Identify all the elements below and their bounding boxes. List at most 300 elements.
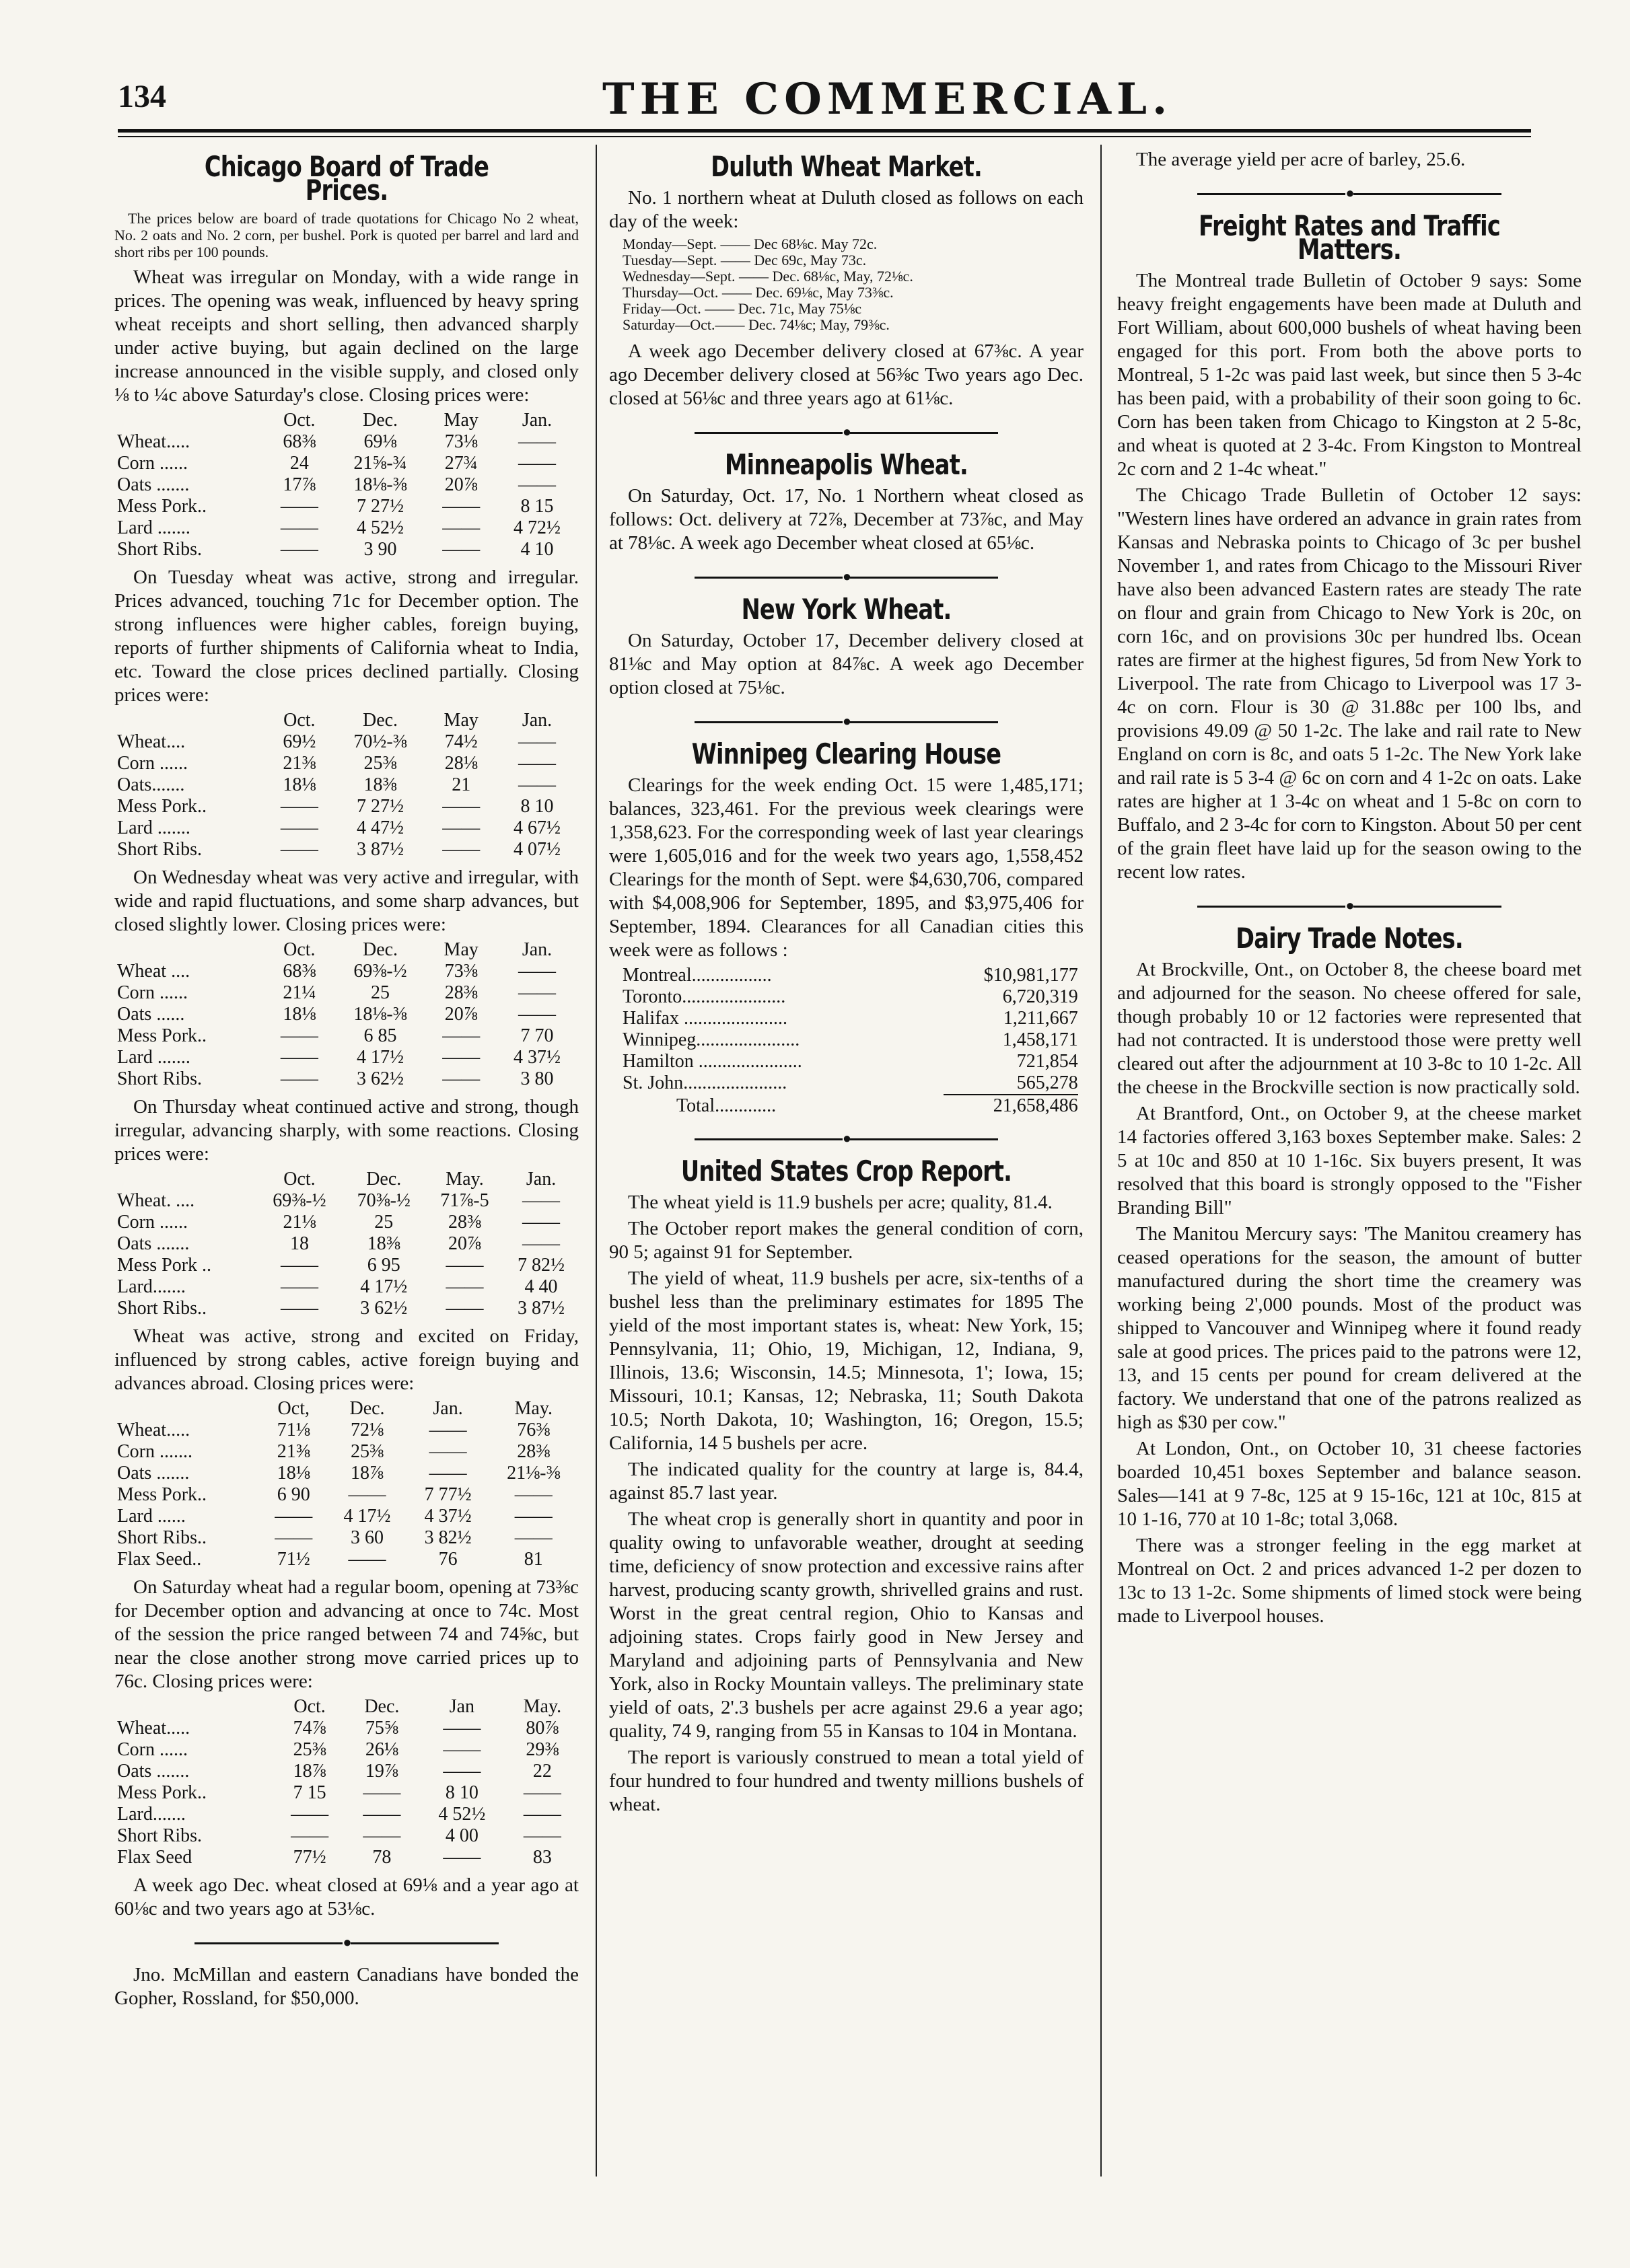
price-cell: 28⅜ bbox=[517, 1441, 551, 1462]
price-cell: 4 37½ bbox=[424, 1506, 472, 1527]
price-cell: 22 bbox=[532, 1761, 552, 1782]
price-cell: 21⅜ bbox=[277, 1441, 310, 1462]
price-cell: 7 27½ bbox=[357, 796, 404, 817]
price-cell: —— bbox=[348, 1484, 386, 1505]
saturday-price-table bbox=[114, 1696, 579, 1868]
price-cell: —— bbox=[348, 1549, 386, 1570]
price-cell: —— bbox=[443, 1847, 481, 1868]
price-cell: 3 62½ bbox=[357, 1068, 404, 1089]
price-cell: 6 95 bbox=[367, 1255, 400, 1276]
table-row bbox=[114, 496, 579, 517]
price-cell: 28⅛ bbox=[444, 753, 478, 774]
column-2 bbox=[609, 148, 1084, 1819]
price-cell: —— bbox=[443, 1718, 481, 1739]
paragraph: The October report makes the general condition of corn, 90 5; against 91 for September. bbox=[609, 1218, 1084, 1263]
price-cell: 73⅜ bbox=[444, 961, 478, 982]
paragraph: At London, Ont., on October 10, 31 cheese factories boarded 10,451 boxes September and balance season. Sales—141 at 9 7-8c, 125 at 9 15-16c, 121 at 10c, 815 at 10 1-16, 770 at 10 1-8c; total 3,068. bbox=[1117, 1438, 1582, 1530]
column-header bbox=[114, 710, 265, 731]
price-cell: —— bbox=[443, 1739, 481, 1760]
price-cell: 70⅜-½ bbox=[357, 1190, 411, 1211]
clearing-amount: $10,981,177 bbox=[983, 965, 1078, 986]
commodity-label: Wheat .... bbox=[117, 961, 190, 982]
price-table-header bbox=[114, 939, 579, 961]
list-item: Friday—Oct. —— Dec. 71c, May 75⅛c bbox=[623, 300, 861, 317]
price-cell: 4 17½ bbox=[343, 1506, 391, 1527]
price-cell: —— bbox=[522, 1233, 561, 1254]
mcmillan-text: Jno. McMillan and eastern Canadians have bonded the Gopher, Rossland, for $50,000. bbox=[114, 1964, 579, 2009]
table-row bbox=[114, 796, 579, 817]
price-cell: 21 bbox=[452, 774, 471, 795]
price-cell: 27¾ bbox=[444, 453, 478, 474]
table-row bbox=[114, 1506, 579, 1527]
table-row bbox=[114, 1276, 579, 1298]
commodity-label: Corn ...... bbox=[117, 1212, 188, 1233]
crop-heading: United States Crop Report. bbox=[680, 1155, 1012, 1187]
price-cell: —— bbox=[518, 753, 557, 774]
commodity-label: Mess Pork.. bbox=[117, 796, 207, 817]
column-header: Dec. bbox=[364, 1696, 400, 1717]
table-row bbox=[114, 1527, 579, 1549]
column-header: May. bbox=[514, 1398, 553, 1419]
price-cell: 26⅛ bbox=[365, 1739, 398, 1760]
paragraph: The wheat crop is generally short in quantity and poor in quality owing to unfavorable weather, drought at seeding time, deficiency of snow protection and excessive rains after harvest, producing scanty growth, shrivelled grains and rust. Worst in the great central region, Ohio to Kansas and adjoining states. Crops fairly good in New Jersey and Maryland and adjoining parts of Pennsylvania and New York, also in Rocky Mountain valleys. The preliminary state yield of oats, 2'.3 bushels per acre against 29.6 a year ago; quality, 74 9, ranging from 55 in Kansas to 104 in Montana. bbox=[609, 1508, 1084, 1742]
section-separator: ● bbox=[609, 420, 1084, 443]
price-cell: 18⅛-⅜ bbox=[353, 474, 407, 495]
price-cell: 68⅜ bbox=[283, 431, 316, 452]
table-row bbox=[114, 517, 579, 539]
newyork-heading: New York Wheat. bbox=[741, 593, 952, 626]
commodity-label: Short Ribs.. bbox=[117, 1527, 207, 1548]
column-header: Dec. bbox=[362, 939, 398, 960]
price-cell: 8 10 bbox=[520, 796, 554, 817]
price-cell: 80⅞ bbox=[526, 1718, 559, 1739]
table-row bbox=[114, 731, 579, 753]
table-row bbox=[114, 1255, 579, 1276]
column-header: Jan. bbox=[522, 710, 553, 731]
price-cell: —— bbox=[523, 1782, 561, 1803]
price-cell: 18⅛ bbox=[283, 774, 316, 795]
price-cell: —— bbox=[280, 1068, 318, 1089]
price-cell: 78 bbox=[372, 1847, 392, 1868]
commodity-label: Corn ...... bbox=[117, 1739, 188, 1760]
commodity-label: Oats ....... bbox=[117, 1463, 190, 1484]
price-cell: —— bbox=[363, 1782, 401, 1803]
wednesday-text: On Wednesday wheat was very active and irregular, with wide and rapid fluctuations, and some sharp advances, but closed slightly lower. Closing prices were: bbox=[114, 867, 579, 935]
price-cell: 8 10 bbox=[445, 1782, 479, 1803]
price-cell: 69⅜-½ bbox=[353, 961, 407, 982]
freight-heading: Freight Rates and Traffic Matters. bbox=[1199, 209, 1500, 266]
column-rule bbox=[596, 145, 597, 2176]
table-row bbox=[114, 1782, 579, 1804]
thursday-text: On Thursday wheat continued active and strong, though irregular, advancing sharply, with some reactions. Closing prices were: bbox=[114, 1096, 579, 1165]
commodity-label: Wheat.... bbox=[117, 731, 186, 752]
column-rule bbox=[1100, 145, 1102, 2176]
table-row bbox=[114, 539, 579, 560]
column-header: Dec. bbox=[362, 710, 398, 731]
price-cell: —— bbox=[518, 1004, 557, 1025]
friday-price-table bbox=[114, 1398, 579, 1570]
price-cell: 74½ bbox=[444, 731, 478, 752]
commodity-label: Mess Pork .. bbox=[117, 1255, 212, 1276]
table-row bbox=[114, 474, 579, 496]
city-name: Halifax ...................... bbox=[623, 1008, 787, 1029]
price-cell: 28⅜ bbox=[448, 1212, 481, 1233]
price-cell: 6 90 bbox=[277, 1484, 310, 1505]
price-cell: —— bbox=[280, 796, 318, 817]
column-header: Oct, bbox=[277, 1398, 310, 1419]
list-item: Thursday—Oct. —— Dec. 69⅛c, May 73⅜c. bbox=[623, 284, 894, 301]
price-cell: —— bbox=[280, 496, 318, 517]
table-row bbox=[114, 453, 579, 474]
price-table-header bbox=[114, 1398, 579, 1420]
paragraph: The wheat yield is 11.9 bushels per acre; quality, 81.4. bbox=[628, 1192, 1053, 1213]
price-cell: 28⅜ bbox=[444, 982, 478, 1003]
price-cell: —— bbox=[514, 1506, 553, 1527]
table-row bbox=[114, 774, 579, 796]
column-header: Oct. bbox=[293, 1696, 326, 1717]
paragraph: The indicated quality for the country at large is, 84.4, against 85.7 last year. bbox=[609, 1459, 1084, 1504]
newyork-text: On Saturday, October 17, December delivery closed at 81⅛c and May option at 84⅞c. A week ago December option closed at 75⅛c. bbox=[609, 630, 1084, 698]
newspaper-title: THE COMMERCIAL. bbox=[602, 74, 1173, 124]
price-cell: 73⅛ bbox=[444, 431, 478, 452]
column-header: Jan. bbox=[522, 939, 553, 960]
table-row bbox=[623, 1008, 1078, 1029]
price-cell: 4 17½ bbox=[360, 1276, 408, 1297]
page-number: 134 bbox=[118, 79, 166, 114]
commodity-label: Lard ...... bbox=[117, 1506, 186, 1527]
commodity-label: Flax Seed.. bbox=[117, 1549, 202, 1570]
table-row bbox=[114, 1190, 579, 1212]
price-cell: 25 bbox=[374, 1212, 394, 1233]
price-cell: —— bbox=[280, 839, 318, 860]
column-header: Jan. bbox=[433, 1398, 463, 1419]
price-cell: —— bbox=[280, 1276, 318, 1297]
price-cell: —— bbox=[291, 1825, 329, 1846]
table-row bbox=[114, 1463, 579, 1484]
commodity-label: Short Ribs. bbox=[117, 1825, 203, 1846]
price-cell: —— bbox=[429, 1463, 467, 1484]
price-cell: 4 10 bbox=[520, 539, 554, 560]
duluth-week-ago: A week ago December delivery closed at 67⅜c. A year ago December delivery closed at 56⅜c Two years ago Dec. closed at 56⅛c and three years ago at 61⅛c. bbox=[609, 340, 1084, 409]
price-table-header bbox=[114, 410, 579, 431]
commodity-label: Oats ....... bbox=[117, 474, 190, 495]
winnipeg-text: Clearings for the week ending Oct. 15 were 1,485,171; balances, 323,461. For the previous week clearings were 1,358,623. For the corresponding week of last year clearings were 1,605,016 and for the week two years ago, 1,558,452 Clearings for the month of Sept. were $4,630,706, compared with $4,008,906 for September, 1895, and $3,975,406 for September, 1894. Clearances for all Canadian cities this week were as follows : bbox=[609, 774, 1084, 961]
price-cell: 18⅛ bbox=[283, 1004, 316, 1025]
price-cell: 83 bbox=[532, 1847, 552, 1868]
price-cell: 4 52½ bbox=[357, 517, 404, 538]
paragraph: The report is variously construed to mean a total yield of four hundred to four hundred and twenty millions bushels of wheat. bbox=[609, 1747, 1084, 1815]
price-cell: 4 17½ bbox=[357, 1047, 404, 1068]
price-cell: —— bbox=[280, 817, 318, 838]
price-cell: 75⅝ bbox=[365, 1718, 398, 1739]
price-cell: 3 60 bbox=[351, 1527, 384, 1548]
table-row bbox=[623, 965, 1078, 986]
saturday-text: On Saturday wheat had a regular boom, opening at 73⅜c for December option and advancing at once to 74c. Most of the session the price ranged between 74 and 74⅝c, but near the close another strong move carried prices up to 76c. Closing prices were: bbox=[114, 1576, 579, 1692]
column-header bbox=[114, 1398, 260, 1420]
table-row bbox=[114, 961, 579, 982]
price-cell: —— bbox=[518, 453, 557, 474]
price-cell: —— bbox=[280, 539, 318, 560]
column-header bbox=[114, 939, 265, 961]
price-cell: 24 bbox=[289, 453, 309, 474]
price-cell: —— bbox=[275, 1506, 313, 1527]
price-cell: 25 bbox=[371, 982, 390, 1003]
table-row bbox=[114, 1804, 579, 1825]
column-header: Oct. bbox=[283, 939, 316, 960]
section-separator: ● bbox=[1117, 893, 1582, 917]
price-cell: 19⅞ bbox=[365, 1761, 398, 1782]
column-header: May bbox=[444, 939, 479, 960]
table-row bbox=[114, 431, 579, 453]
table-row bbox=[623, 1072, 1078, 1094]
price-cell: 4 52½ bbox=[438, 1804, 486, 1825]
price-cell: 7 77½ bbox=[424, 1484, 472, 1505]
barley-text: The average yield per acre of barley, 25.6. bbox=[1136, 149, 1466, 170]
monday-price-table bbox=[114, 410, 579, 560]
clearing-amount: 1,458,171 bbox=[1002, 1029, 1078, 1050]
price-cell: —— bbox=[446, 1276, 484, 1297]
price-cell: 3 62½ bbox=[360, 1298, 408, 1319]
price-cell: 20⅞ bbox=[448, 1233, 481, 1254]
duluth-intro: No. 1 northern wheat at Duluth closed as follows on each day of the week: bbox=[609, 187, 1084, 232]
masthead-rule-thin bbox=[118, 136, 1531, 137]
price-cell: 3 87½ bbox=[518, 1298, 565, 1319]
city-name: Toronto...................... bbox=[623, 986, 786, 1007]
price-cell: 4 00 bbox=[445, 1825, 479, 1846]
commodity-label: Corn ...... bbox=[117, 982, 188, 1003]
commodity-label: Wheat..... bbox=[117, 1718, 190, 1739]
price-table-header bbox=[114, 1696, 579, 1718]
clearing-amount: 6,720,319 bbox=[1002, 986, 1078, 1007]
commodity-label: Mess Pork.. bbox=[117, 1484, 207, 1505]
price-cell: 69⅛ bbox=[363, 431, 397, 452]
price-cell: 70½-⅜ bbox=[353, 731, 407, 752]
table-row bbox=[114, 1212, 579, 1233]
price-cell: 18⅜ bbox=[367, 1233, 400, 1254]
commodity-label: Lard ....... bbox=[117, 517, 190, 538]
price-cell: —— bbox=[280, 517, 318, 538]
price-cell: 71⅞-5 bbox=[440, 1190, 489, 1211]
price-cell: 3 82½ bbox=[424, 1527, 472, 1548]
price-cell: —— bbox=[280, 1255, 318, 1276]
paragraph: At Brockville, Ont., on October 8, the cheese board met and adjourned for the season. No cheese offered for sale, though probably 10 or 12 factories were represented that had not contracted. It is understood those were pretty well cleared out after the adjournment at 10 3-8c to 10 1-2c. All the cheese in the Brockville section is now practically sold. bbox=[1117, 959, 1582, 1098]
winnipeg-heading: Winnipeg Clearing House bbox=[691, 737, 1001, 770]
table-row bbox=[114, 1825, 579, 1847]
column-header: Jan. bbox=[522, 410, 553, 431]
commodity-label: Lard ....... bbox=[117, 817, 190, 838]
table-row bbox=[114, 1549, 579, 1570]
table-row bbox=[114, 1420, 579, 1441]
price-cell: 18⅛-⅜ bbox=[353, 1004, 407, 1025]
table-row bbox=[114, 1761, 579, 1782]
price-cell: —— bbox=[442, 839, 481, 860]
price-cell: 7 15 bbox=[293, 1782, 326, 1803]
price-cell: 18⅞ bbox=[293, 1761, 326, 1782]
commodity-label: Mess Pork.. bbox=[117, 1782, 207, 1803]
price-cell: —— bbox=[442, 496, 481, 517]
dairy-heading: Dairy Trade Notes. bbox=[1236, 922, 1463, 955]
price-cell: —— bbox=[523, 1804, 561, 1825]
commodity-label: Short Ribs. bbox=[117, 539, 203, 560]
price-cell: 76⅜ bbox=[517, 1420, 551, 1440]
price-cell: —— bbox=[522, 1212, 561, 1233]
price-cell: 71⅛ bbox=[277, 1420, 310, 1440]
price-cell: 72⅛ bbox=[351, 1420, 384, 1440]
commodity-label: Wheat. .... bbox=[117, 1190, 195, 1211]
clearings-table bbox=[623, 965, 1078, 1117]
column-3 bbox=[1117, 148, 1582, 1631]
paragraph: The Chicago Trade Bulletin of October 12 says: "Western lines have ordered an advance in grain rates from Kansas and Nebraska points to Chicago of 3c per bushel November 1, and rates from Chicago to the Missouri River have also been advanced Eastern rates are steady The rate on flour and grain from Chicago to New York is 20c, on corn 16c, and on provisions 30c per hundred lbs. Ocean rates are firmer at the highest figures, 5d from New York to Liverpool. The rate from Chicago to Liverpool was 17 3-4c on corn. Flour is 30 @ 31.88c per 100 lbs, and provisions 49.09 @ 50 1-2c. The lake and rail rate to New England on corn is 8c, and oats 5 1-2c. The New York lake and rail rate is 5 3-4 @ 6c on corn and 4 1-2c on oats. Lake rates are higher at 1 3-4c on wheat and 1 5-8c on corn to Buffalo, and 2 3-4c for corn to Kingston. About 50 per cent of the grain fleet have laid up for the season owing to the recent low rates. bbox=[1117, 484, 1582, 883]
clearings-total-label: Total............. bbox=[676, 1095, 777, 1116]
price-cell: —— bbox=[518, 961, 557, 982]
price-cell: —— bbox=[523, 1825, 561, 1846]
price-cell: 3 80 bbox=[520, 1068, 554, 1089]
city-name: Montreal................. bbox=[623, 965, 772, 986]
duluth-daily-quotes bbox=[623, 236, 1084, 333]
price-cell: 8 15 bbox=[520, 496, 554, 517]
price-cell: —— bbox=[518, 474, 557, 495]
table-row bbox=[114, 753, 579, 774]
section-separator: ● bbox=[114, 1930, 579, 1954]
price-cell: 21⅝-¾ bbox=[353, 453, 407, 474]
price-cell: 4 07½ bbox=[513, 839, 561, 860]
price-cell: —— bbox=[514, 1484, 553, 1505]
price-cell: 76 bbox=[438, 1549, 458, 1570]
clearings-total-value: 21,658,486 bbox=[993, 1095, 1078, 1116]
price-cell: —— bbox=[522, 1190, 561, 1211]
price-cell: 69⅜-½ bbox=[273, 1190, 326, 1211]
price-cell: 29⅜ bbox=[526, 1739, 559, 1760]
price-cell: 7 70 bbox=[520, 1025, 554, 1046]
price-cell: —— bbox=[291, 1804, 329, 1825]
list-item: Tuesday—Sept. —— Dec 69c, May 73c. bbox=[623, 252, 867, 268]
price-cell: —— bbox=[443, 1761, 481, 1782]
section-separator: ● bbox=[609, 1126, 1084, 1150]
price-cell: 21⅛ bbox=[283, 1212, 316, 1233]
duluth-heading: Duluth Wheat Market. bbox=[711, 150, 982, 183]
table-row bbox=[114, 1484, 579, 1506]
commodity-label: Short Ribs. bbox=[117, 1068, 203, 1089]
commodity-label: Wheat..... bbox=[117, 1420, 190, 1440]
price-table-header bbox=[114, 710, 579, 731]
section-separator: ● bbox=[609, 709, 1084, 733]
table-row bbox=[114, 1047, 579, 1068]
price-cell: 71½ bbox=[277, 1549, 310, 1570]
tuesday-price-table bbox=[114, 710, 579, 861]
table-row bbox=[114, 1068, 579, 1090]
paragraph: The Manitou Mercury says: 'The Manitou creamery has ceased operations for the season, the amount of butter manufactured during the short time the creamery was working being 2',000 pounds. Most of the product was shipped to Vancouver and Winnipeg where it found ready sale at good prices. The prices paid to the patrons were 12, 13, and 15 cents per pound for cream delivered at the factory. We understand that one of the patrons realized as high as $30 per cow." bbox=[1117, 1223, 1582, 1433]
price-cell: 68⅜ bbox=[283, 961, 316, 982]
crop-paragraphs bbox=[609, 1191, 1084, 1817]
column-header: Oct. bbox=[283, 410, 316, 431]
minneapolis-text: On Saturday, Oct. 17, No. 1 Northern wheat closed as follows: Oct. delivery at 72⅞, December at 73⅞c, and May at 78⅛c. A week ago December wheat closed at 65⅛c. bbox=[609, 485, 1084, 554]
price-cell: —— bbox=[446, 1255, 484, 1276]
price-cell: 25⅜ bbox=[363, 753, 397, 774]
table-row bbox=[623, 986, 1078, 1008]
table-row bbox=[114, 839, 579, 861]
list-item: Wednesday—Sept. —— Dec. 68⅛c, May, 72⅛c. bbox=[623, 268, 913, 285]
city-name: St. John...................... bbox=[623, 1072, 787, 1093]
column-header: Dec. bbox=[366, 1169, 402, 1190]
commodity-label: Corn ....... bbox=[117, 1441, 192, 1462]
price-cell: 3 87½ bbox=[357, 839, 404, 860]
list-item: Monday—Sept. —— Dec 68⅛c. May 72c. bbox=[623, 235, 878, 252]
price-cell: —— bbox=[442, 1025, 481, 1046]
commodity-label: Flax Seed bbox=[117, 1847, 192, 1868]
commodity-label: Short Ribs. bbox=[117, 839, 203, 860]
tuesday-text: On Tuesday wheat was active, strong and irregular. Prices advanced, touching 71c for December option. The strong influences were higher cables, foreign buying, reports of further shipments of California wheat to India, etc. Toward the close prices declined partially. Closing prices were: bbox=[114, 566, 579, 706]
commodity-label: Oats ....... bbox=[117, 1761, 190, 1782]
column-header bbox=[114, 410, 265, 431]
clearing-amount: 565,278 bbox=[1016, 1072, 1078, 1093]
price-cell: 3 90 bbox=[363, 539, 397, 560]
price-cell: —— bbox=[363, 1825, 401, 1846]
price-cell: —— bbox=[442, 539, 481, 560]
commodity-label: Short Ribs.. bbox=[117, 1298, 207, 1319]
column-header: Dec. bbox=[349, 1398, 385, 1419]
price-cell: 20⅞ bbox=[444, 474, 478, 495]
thursday-price-table bbox=[114, 1169, 579, 1319]
price-cell: —— bbox=[275, 1527, 313, 1548]
minneapolis-heading: Minneapolis Wheat. bbox=[725, 448, 968, 481]
clearing-amount: 721,854 bbox=[1016, 1051, 1078, 1072]
commodity-label: Lard ....... bbox=[117, 1047, 190, 1068]
city-name: Hamilton ...................... bbox=[623, 1051, 802, 1072]
price-cell: 21⅜ bbox=[283, 753, 316, 774]
price-cell: 18⅜ bbox=[363, 774, 397, 795]
clearings-rows bbox=[623, 965, 1078, 1094]
city-name: Winnipeg...................... bbox=[623, 1029, 800, 1050]
table-row bbox=[114, 1025, 579, 1047]
column-header bbox=[114, 1696, 273, 1718]
price-cell: —— bbox=[442, 817, 481, 838]
wednesday-price-table bbox=[114, 939, 579, 1090]
price-table-header bbox=[114, 1169, 579, 1190]
price-cell: 7 27½ bbox=[357, 496, 404, 517]
price-cell: —— bbox=[280, 1047, 318, 1068]
price-cell: —— bbox=[363, 1804, 401, 1825]
paragraph: At Brantford, Ont., on October 9, at the cheese market 14 factories offered 3,163 boxes September make. Sales: 2 5 at 10c and 850 at 10 1-16c. Six buyers present, It was resolved that this board is strongly opposed to the "Fisher Branding Bill" bbox=[1117, 1103, 1582, 1218]
commodity-label: Mess Pork.. bbox=[117, 1025, 207, 1046]
commodity-label: Mess Pork.. bbox=[117, 496, 207, 517]
table-row bbox=[114, 1847, 579, 1868]
price-cell: 21⅛-⅜ bbox=[507, 1463, 561, 1484]
commodity-label: Corn ...... bbox=[117, 453, 188, 474]
chicago-note: The prices below are board of trade quotations for Chicago No 2 wheat, No. 2 oats and No. 2 corn, per bushel. Pork is quoted per barrel and lard and short ribs per 100 pounds. bbox=[114, 210, 579, 260]
price-cell: —— bbox=[442, 1068, 481, 1089]
column-header: May. bbox=[523, 1696, 562, 1717]
masthead-rule bbox=[118, 129, 1531, 133]
price-cell: —— bbox=[442, 517, 481, 538]
commodity-label: Oats ...... bbox=[117, 1004, 185, 1025]
list-item: Saturday—Oct.—— Dec. 74⅛c; May, 79⅜c. bbox=[623, 316, 890, 333]
price-cell: 7 82½ bbox=[518, 1255, 565, 1276]
clearing-amount: 1,211,667 bbox=[1003, 1008, 1078, 1029]
price-cell: —— bbox=[280, 1025, 318, 1046]
commodity-label: Corn ...... bbox=[117, 753, 188, 774]
column-header: Jan bbox=[449, 1696, 475, 1717]
monday-text: Wheat was irregular on Monday, with a wide range in prices. The opening was weak, influenced by heavy spring wheat receipts and short selling, then advanced sharply under active buying, but again declined on the large increase announced in the visible supply, and closed only ⅛ to ¼c above Saturday's close. Closing prices were: bbox=[114, 266, 579, 406]
table-row bbox=[114, 1004, 579, 1025]
table-row bbox=[114, 817, 579, 839]
paragraph: The yield of wheat, 11.9 bushels per acre, six-tenths of a bushel less than the preliminary estimates for 1895 The yield of the most important states is, wheat: New York, 15; Pennsylvania, 11; Ohio, 19, Michigan, 12, Indiana, 9, Illinois, 13.6; Wisconsin, 14.5; Minnesota, 1'; Iowa, 15; Missouri, 10.1; Kansas, 12; Nebraska, 11; South Dakota 10.5; North Dakota, 10; Washington, 16; Oregon, 15.5; California, 14 5 bushels per acre. bbox=[609, 1268, 1084, 1454]
table-row bbox=[114, 1233, 579, 1255]
price-cell: —— bbox=[518, 982, 557, 1003]
commodity-label: Lard....... bbox=[117, 1276, 186, 1297]
price-cell: 4 72½ bbox=[513, 517, 561, 538]
column-header: Oct. bbox=[283, 1169, 316, 1190]
paragraph: There was a stronger feeling in the egg market at Montreal on Oct. 2 and prices advanced 1-2 per dozen to 13c to 13 1-2c. Some shipments of limed stock were being made to Liverpool houses. bbox=[1117, 1535, 1582, 1627]
